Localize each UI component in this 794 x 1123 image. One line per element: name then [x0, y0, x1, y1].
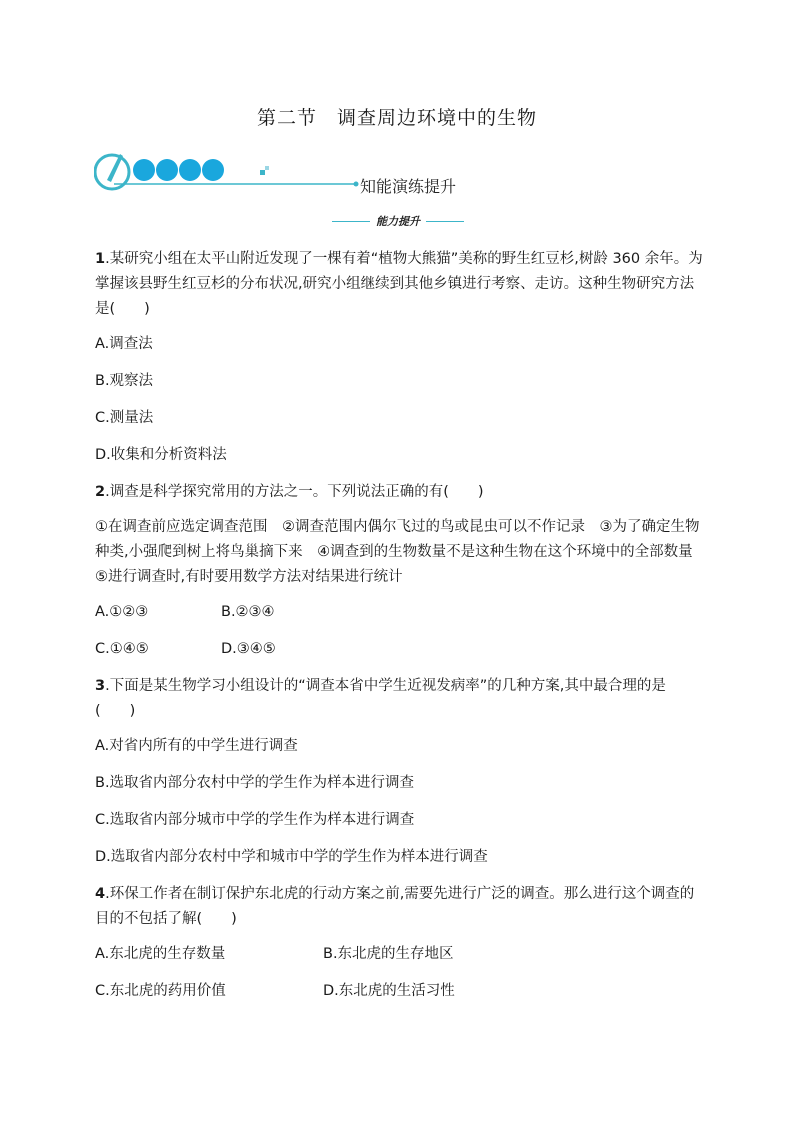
page-title: 第二节 调查周边环境中的生物	[256, 107, 537, 129]
question-list	[95, 247, 708, 1016]
question-4	[95, 882, 705, 932]
question-number: 2	[95, 484, 106, 500]
option-row	[95, 979, 705, 1004]
question-3	[95, 674, 705, 724]
option-row	[95, 942, 705, 967]
question-stem: .环保工作者在制订保护东北虎的行动方案之前,需要先进行广泛的调查。那么进行这个调查的目的不包括了解( )	[95, 886, 695, 927]
option: D.东北虎的生活习性	[323, 983, 455, 999]
dot-2	[156, 159, 178, 181]
question-stem: .某研究小组在太平山附近发现了一棵有着“植物大熊猫”美称的野生红豆杉,树龄 360 余年。为掌握该县野生红豆杉的分布状况,研究小组继续到其他乡镇进行考察、走访。这种生物研究方法是( )	[95, 251, 703, 317]
option: A.调查法	[95, 336, 153, 352]
option: B.选取省内部分农村中学的学生作为样本进行调查	[95, 775, 415, 791]
option: D.③④⑤	[221, 641, 276, 657]
subsection-header	[332, 213, 464, 229]
question-number: 4	[95, 886, 106, 902]
option-row	[95, 600, 705, 625]
dot-4	[202, 159, 224, 181]
question-number: 3	[95, 678, 106, 694]
option: B.②③④	[221, 604, 275, 620]
option: A.①②③	[95, 604, 149, 620]
option: B.东北虎的生存地区	[323, 946, 454, 962]
question-number: 1	[95, 251, 106, 267]
question-stem: .调查是科学探究常用的方法之一。下列说法正确的有( )	[105, 484, 484, 500]
question-statements: ①在调查前应选定调查范围 ②调查范围内偶尔飞过的鸟或昆虫可以不作记录 ③为了确定生物种类,小强爬到树上将鸟巢摘下来 ④调查到的生物数量不是这种生物在这个环境中的全部数量 ⑤进行调查时,有时要用数学方法对结果进行统计	[95, 519, 708, 585]
question-2	[95, 480, 705, 505]
square-small-icon	[265, 166, 269, 170]
square-icon	[260, 170, 265, 175]
question-stem: .下面是某生物学习小组设计的“调查本省中学生近视发病率”的几种方案,其中最合理的是( )	[95, 678, 666, 719]
subsection-title: 能力提升	[376, 215, 420, 228]
option: C.东北虎的药用价值	[95, 983, 226, 999]
option: C.测量法	[95, 410, 154, 426]
option-row	[95, 637, 705, 662]
option: D.选取省内部分农村中学和城市中学的学生作为样本进行调查	[95, 849, 488, 865]
option: B.观察法	[95, 373, 154, 389]
option: A.对省内所有的中学生进行调查	[95, 738, 298, 754]
option: C.选取省内部分城市中学的学生作为样本进行调查	[95, 812, 415, 828]
section-label: 知能演练提升	[360, 177, 457, 196]
bullet-icon	[354, 182, 359, 187]
sub-line-right	[426, 221, 464, 222]
dot-3	[179, 159, 201, 181]
option: A.东北虎的生存数量	[95, 946, 226, 962]
option: C.①④⑤	[95, 641, 149, 657]
dot-1	[133, 159, 155, 181]
option: D.收集和分析资料法	[95, 447, 227, 463]
question-1	[95, 247, 705, 322]
